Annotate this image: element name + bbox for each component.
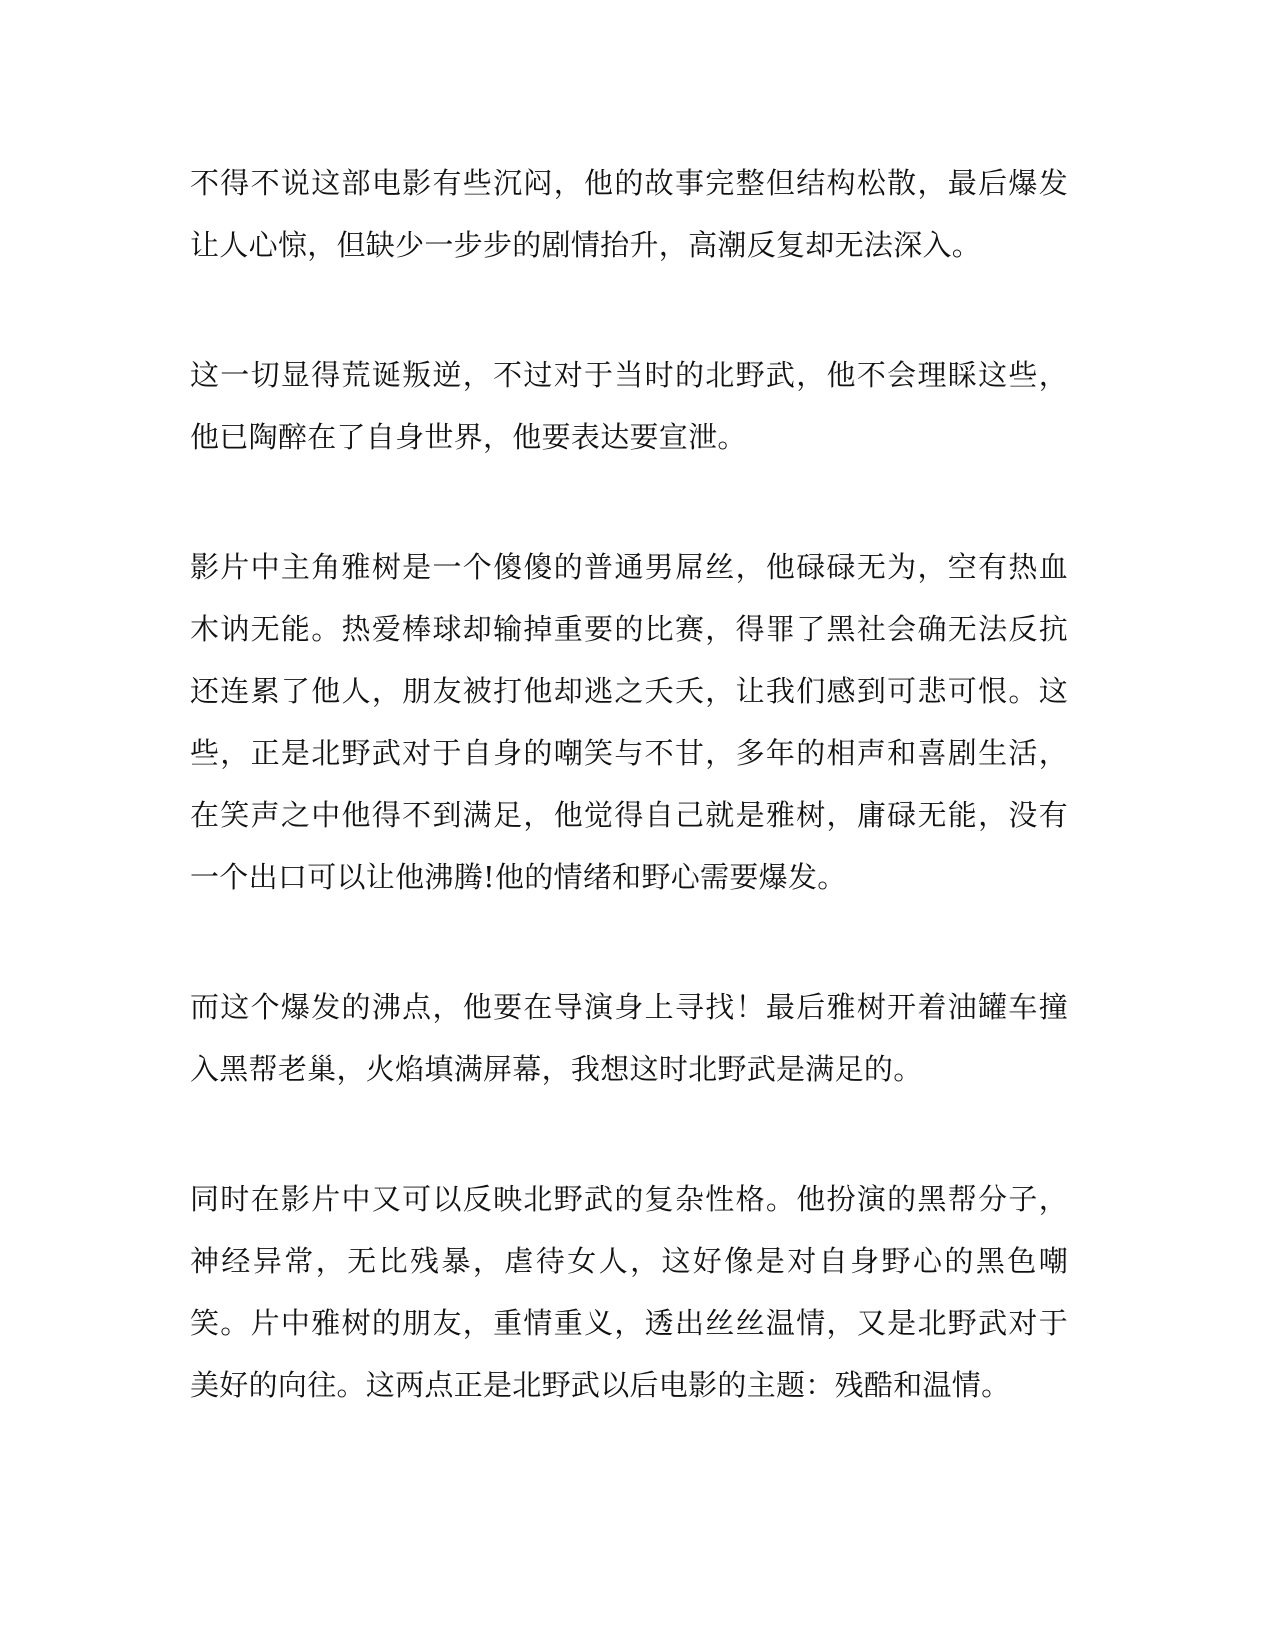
document-body <box>190 152 1068 1484</box>
paragraph-5: 同时在影片中又可以反映北野武的复杂性格。他扮演的黑帮分子，神经异常，无比残暴，虐待女人，这好像是对自身野心的黑色嘲笑。片中雅树的朋友，重情重义，透出丝丝温情，又是北野武对于美好的向往。这两点正是北野武以后电影的主题：残酷和温情。 <box>190 1182 1068 1402</box>
paragraph-2: 这一切显得荒诞叛逆，不过对于当时的北野武，他不会理睬这些，他已陶醉在了自身世界，他要表达要宣泄。 <box>190 358 1068 454</box>
paragraph-4: 而这个爆发的沸点，他要在导演身上寻找！最后雅树开着油罐车撞入黑帮老巢，火焰填满屏幕，我想这时北野武是满足的。 <box>190 990 1068 1086</box>
paragraph-3: 影片中主角雅树是一个傻傻的普通男屌丝，他碌碌无为，空有热血木讷无能。热爱棒球却输掉重要的比赛，得罪了黑社会确无法反抗还连累了他人，朋友被打他却逃之夭夭，让我们感到可悲可恨。这些，正是北野武对于自身的嘲笑与不甘，多年的相声和喜剧生活，在笑声之中他得不到满足，他觉得自己就是雅树，庸碌无能，没有一个出口可以让他沸腾!他的情绪和野心需要爆发。 <box>190 550 1068 894</box>
paragraph-1: 不得不说这部电影有些沉闷，他的故事完整但结构松散，最后爆发让人心惊，但缺少一步步的剧情抬升，高潮反复却无法深入。 <box>190 166 1068 262</box>
